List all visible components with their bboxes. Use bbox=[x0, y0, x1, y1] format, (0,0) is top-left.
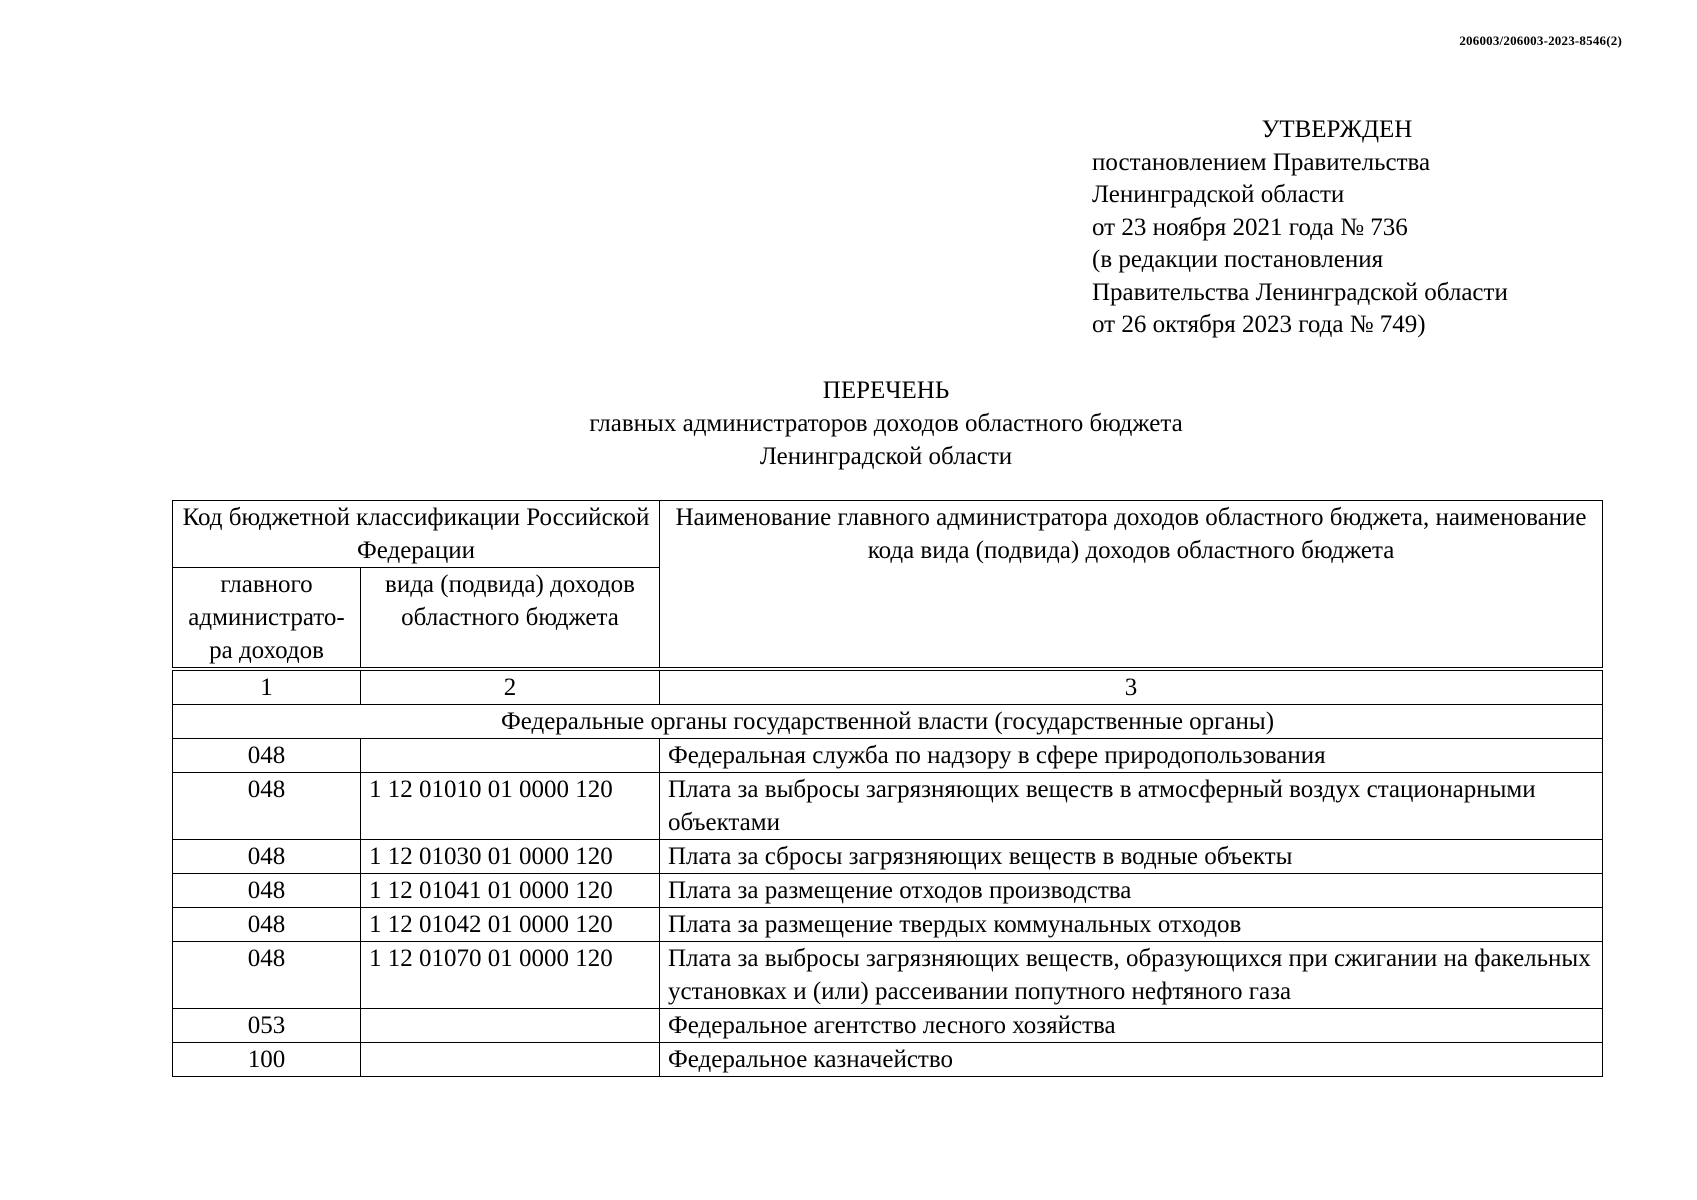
table-row bbox=[173, 739, 1603, 773]
column-number: 1 bbox=[173, 671, 361, 705]
table-row bbox=[173, 1009, 1603, 1043]
list-subtitle-line: главных администраторов доходов областного бюджета bbox=[589, 410, 1183, 437]
admin-code-cell: 048 bbox=[173, 942, 361, 1009]
column-number-row bbox=[173, 671, 1603, 705]
approval-line: от 23 ноября 2021 года № 736 bbox=[1092, 213, 1408, 241]
data-table bbox=[172, 670, 1603, 1077]
revenue-code-cell bbox=[361, 1009, 660, 1043]
admin-code-cell: 048 bbox=[173, 739, 361, 773]
approval-line: от 26 октября 2023 года № 749) bbox=[1092, 311, 1426, 338]
list-heading bbox=[172, 374, 1600, 473]
name-cell: Плата за выбросы загрязняющих веществ, образующихся при сжигании на факельных установках и (или) рассеивании попутного нефтяного газа bbox=[660, 942, 1603, 1009]
table-row bbox=[173, 773, 1603, 840]
table-row bbox=[173, 874, 1603, 908]
section-row bbox=[173, 705, 1603, 739]
list-subtitle-line: Ленинградской области bbox=[759, 443, 1013, 470]
approval-title: УТВЕРЖДЕН bbox=[1261, 116, 1413, 143]
approval-line: Правительства Ленинградской области bbox=[1092, 278, 1508, 306]
revenue-code-cell: 1 12 01030 01 0000 120 bbox=[361, 840, 660, 874]
admin-code-cell: 048 bbox=[173, 908, 361, 942]
name-cell: Плата за размещение отходов производства bbox=[660, 874, 1603, 908]
header-col2-label: вида (подвида) доходов областного бюджета bbox=[361, 568, 660, 668]
table-row bbox=[173, 908, 1603, 942]
approval-stamp bbox=[1092, 114, 1652, 342]
revenue-code-cell: 1 12 01010 01 0000 120 bbox=[361, 773, 660, 840]
table-row bbox=[173, 942, 1603, 1009]
admin-code-cell: 048 bbox=[173, 773, 361, 840]
header-col3-label: Наименование главного администратора доходов областного бюджета, наименование кода вида (подвида) доходов областного бюджета bbox=[660, 501, 1603, 668]
approval-line: постановлением Правительства bbox=[1092, 148, 1431, 176]
header-group-label: Код бюджетной классификации Российской Федерации bbox=[173, 501, 660, 568]
name-cell: Федеральное агентство лесного хозяйства bbox=[660, 1009, 1603, 1043]
list-title: ПЕРЕЧЕНЬ bbox=[822, 377, 950, 404]
document-id: 206003/206003-2023-8546(2) bbox=[1459, 33, 1622, 48]
approval-line: (в редакции постановления bbox=[1092, 246, 1384, 273]
revenue-code-cell bbox=[361, 1043, 660, 1077]
column-number: 2 bbox=[361, 671, 660, 705]
name-cell: Федеральное казначейство bbox=[660, 1043, 1603, 1077]
name-cell: Федеральная служба по надзору в сфере природопользования bbox=[660, 739, 1603, 773]
revenue-code-cell: 1 12 01041 01 0000 120 bbox=[361, 874, 660, 908]
table-row bbox=[173, 1043, 1603, 1077]
revenue-code-cell: 1 12 01070 01 0000 120 bbox=[361, 942, 660, 1009]
revenue-code-cell: 1 12 01042 01 0000 120 bbox=[361, 908, 660, 942]
name-cell: Плата за размещение твердых коммунальных отходов bbox=[660, 908, 1603, 942]
admin-code-cell: 048 bbox=[173, 874, 361, 908]
table-row bbox=[173, 840, 1603, 874]
admin-code-cell: 053 bbox=[173, 1009, 361, 1043]
name-cell: Плата за выбросы загрязняющих веществ в атмосферный воздух стационарными объектами bbox=[660, 773, 1603, 840]
header-table bbox=[172, 500, 1603, 668]
admin-code-cell: 048 bbox=[173, 840, 361, 874]
admin-code-cell: 100 bbox=[173, 1043, 361, 1077]
header-col1-label: главного администрато-ра доходов bbox=[173, 568, 361, 668]
revenue-code-cell bbox=[361, 739, 660, 773]
name-cell: Плата за сбросы загрязняющих веществ в водные объекты bbox=[660, 840, 1603, 874]
approval-line: Ленинградской области bbox=[1092, 181, 1345, 208]
section-title: Федеральные органы государственной власти (государственные органы) bbox=[173, 705, 1603, 739]
column-number: 3 bbox=[660, 671, 1603, 705]
